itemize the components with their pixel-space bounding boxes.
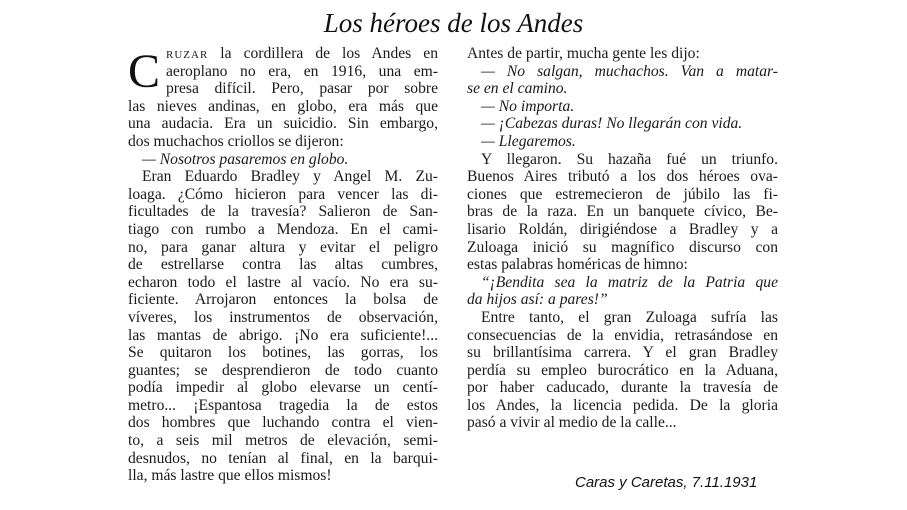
text-line: de estrellarse contra las altas cumbres, bbox=[128, 256, 438, 274]
text-line: ficiente. Arrojaron entonces la bolsa de bbox=[128, 291, 438, 309]
text-line: lisario Roldán, dirigiéndose a Bradley y a bbox=[467, 220, 778, 238]
text-line: Zuloaga inició su magnífico discurso con bbox=[467, 238, 778, 256]
text-line: RUZAR la cordillera de los Andes en bbox=[166, 45, 438, 62]
text-line: — No salgan, muchachos. Van a matar- bbox=[481, 62, 778, 80]
text-line: guantes; se desprendieron de todo cuanto bbox=[128, 361, 438, 379]
text-line: Buenos Aires tributó a los dos héroes ova- bbox=[467, 168, 778, 186]
left-column bbox=[128, 45, 438, 485]
text-line: Entre tanto, el gran Zuloaga sufría las bbox=[481, 308, 778, 326]
text-line: dos hombres que luchando contra el vien- bbox=[128, 414, 438, 432]
text-line: los Andes, la licencia pedida. De la gloria bbox=[467, 396, 778, 414]
text-line: no, para ganar altura y evitar el peligro bbox=[128, 238, 438, 256]
text-line: ficultades de la travesía? Salieron de San- bbox=[128, 203, 438, 221]
text-line: Y llegaron. Su hazaña fué un triunfo. bbox=[481, 150, 778, 168]
text-line: Antes de partir, mucha gente les dijo: bbox=[467, 45, 700, 62]
source-citation: Caras y Caretas, 7.11.1931 bbox=[575, 474, 758, 491]
text-line: ciones que estremecieron de júbilo las fi- bbox=[467, 185, 778, 203]
text-line: — No importa. bbox=[481, 97, 575, 115]
text-line: aeroplano no era, en 1916, una em- bbox=[166, 62, 438, 80]
text-line: las mantas de abrigo. ¡No era suficiente!... bbox=[128, 326, 438, 344]
text-line: podía impedir al globo elevarse un centí- bbox=[128, 379, 438, 397]
text-line: una audacia. Era un suicidio. Sin embargo, bbox=[128, 115, 438, 133]
text-line: — Llegaremos. bbox=[481, 132, 576, 150]
text-line: Se quitaron los botines, las gorras, los bbox=[128, 344, 438, 362]
text-line: desnudos, no tenían al final, en la barqui- bbox=[128, 449, 438, 467]
text-line: — Nosotros pasaremos en globo. bbox=[142, 150, 349, 168]
text-line: echaron todo el lastre al vacío. No era su- bbox=[128, 273, 438, 291]
text-line: dos muchachos criollos se dijeron: bbox=[128, 132, 344, 150]
text-line: pasó a vivir al medio de la calle... bbox=[467, 414, 677, 432]
drop-cap: C bbox=[128, 45, 161, 98]
text-line: bras de la raza. En un banquete cívico, Be- bbox=[467, 203, 778, 221]
small-caps-word: RUZAR bbox=[166, 49, 209, 61]
text-line: consecuencias de la envidia, retrasándose en bbox=[467, 326, 778, 344]
text-line: Eran Eduardo Bradley y Angel M. Zu- bbox=[142, 168, 438, 186]
text-line: por haber caducado, durante la travesía de bbox=[467, 379, 778, 397]
page-title: Los héroes de los Andes bbox=[323, 8, 584, 38]
text-line: loaga. ¿Cómo hicieron para vencer las di- bbox=[128, 185, 438, 203]
text-line: se en el camino. bbox=[467, 80, 568, 98]
text-line: las nieves andinas, en globo, era más que bbox=[128, 97, 438, 115]
text-line: “¡Bendita sea la matriz de la Patria que bbox=[481, 273, 778, 291]
text-line: da hijos así: a pares!” bbox=[467, 291, 608, 309]
text-line: tiago con rumbo a Mendoza. En el cami- bbox=[128, 220, 438, 238]
text-line: estas palabras homéricas de himno: bbox=[467, 256, 688, 274]
text-line: su brillantísima carrera. Y el gran Bradley bbox=[467, 344, 778, 362]
text-line: — ¡Cabezas duras! No llegarán con vida. bbox=[481, 115, 743, 133]
text-line: presa difícil. Pero, pasar por sobre bbox=[166, 80, 438, 98]
text-line: to, a seis mil metros de elevación, semi- bbox=[128, 432, 438, 450]
text-line: perdía su empleo burocrático en la Aduana, bbox=[467, 361, 778, 379]
text-line: víveres, los instrumentos de observación, bbox=[128, 308, 438, 326]
text-line: metro... ¡Espantosa tragedia la de estos bbox=[128, 396, 438, 414]
right-column bbox=[467, 45, 778, 432]
text-line: lla, más lastre que ellos mismos! bbox=[128, 467, 332, 485]
